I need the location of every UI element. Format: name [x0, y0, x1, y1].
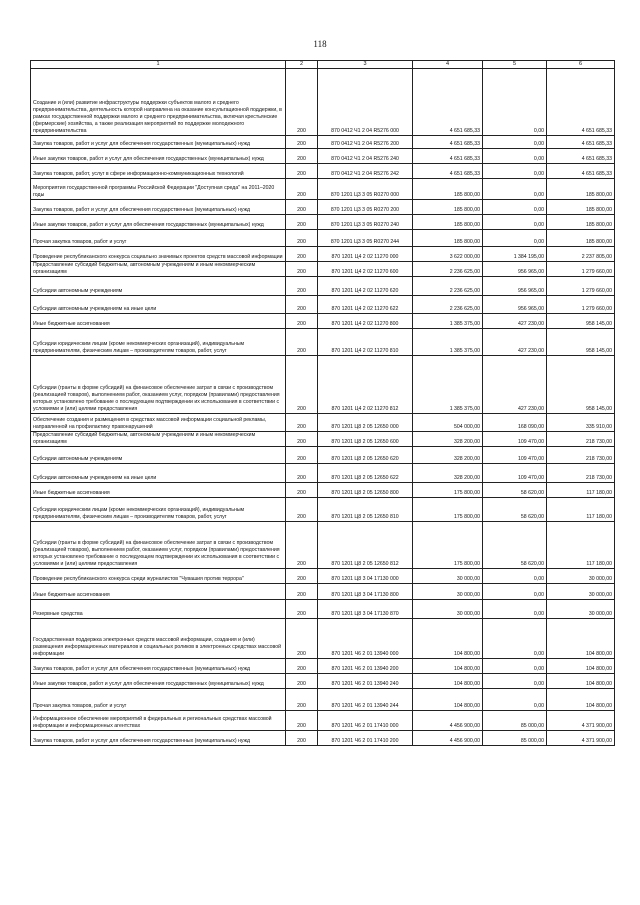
row-value-5: 1 384 195,00 [483, 247, 547, 262]
row-value-4: 30 000,00 [413, 584, 483, 600]
row-value-5: 85 000,00 [483, 731, 547, 746]
row-group: 200 [286, 659, 318, 674]
row-value-6: 4 651 685,33 [547, 149, 615, 164]
row-group: 200 [286, 569, 318, 584]
row-value-6: 104 800,00 [547, 689, 615, 711]
row-value-6: 4 371 900,00 [547, 731, 615, 746]
row-code: 870 1201 Ч6 2 01 17410 200 [318, 731, 413, 746]
row-group: 200 [286, 432, 318, 447]
row-code: 870 1201 Ц8 2 05 12650 810 [318, 498, 413, 522]
row-group: 200 [286, 600, 318, 619]
row-code: 870 1201 Ц8 2 05 12650 800 [318, 483, 413, 498]
table-row [31, 136, 615, 149]
row-value-4: 328 200,00 [413, 432, 483, 447]
row-value-4: 185 800,00 [413, 200, 483, 215]
row-group: 200 [286, 447, 318, 464]
row-code: 870 1201 Ч6 2 01 17410 000 [318, 711, 413, 731]
row-value-6: 218 730,00 [547, 447, 615, 464]
budget-table [30, 60, 615, 746]
row-value-4: 104 800,00 [413, 674, 483, 689]
row-value-5: 0,00 [483, 230, 547, 247]
row-value-5: 0,00 [483, 69, 547, 136]
row-name: Государственная поддержка электронных средств массовой информации, создания и (или) размещения информационных материалов и социальных роликов в электронных средствах массовой информации [31, 619, 286, 659]
row-code: 870 1201 Ц8 2 05 12650 000 [318, 414, 413, 432]
row-value-6: 335 910,00 [547, 414, 615, 432]
row-group: 200 [286, 69, 318, 136]
row-value-5: 956 965,00 [483, 262, 547, 277]
row-value-6: 1 279 660,00 [547, 296, 615, 314]
row-name: Закупка товаров, работ и услуг для обеспечения государственных (муниципальных) нужд [31, 200, 286, 215]
row-group: 200 [286, 711, 318, 731]
table-row [31, 447, 615, 464]
row-code: 870 1201 Ц4 2 02 11270 620 [318, 277, 413, 296]
row-value-6: 185 800,00 [547, 200, 615, 215]
row-code: 870 1201 Ц3 3 05 R0270 240 [318, 215, 413, 230]
row-group: 200 [286, 414, 318, 432]
row-value-5: 0,00 [483, 136, 547, 149]
row-code: 870 1201 Ч6 2 01 13940 244 [318, 689, 413, 711]
header-row [31, 61, 615, 69]
row-value-5: 0,00 [483, 689, 547, 711]
row-name: Субсидии автономным учреждениям [31, 447, 286, 464]
row-value-6: 4 651 685,33 [547, 136, 615, 149]
row-code: 870 1201 Ц4 2 02 11270 810 [318, 329, 413, 356]
row-value-4: 30 000,00 [413, 600, 483, 619]
row-group: 200 [286, 247, 318, 262]
row-value-5: 58 620,00 [483, 498, 547, 522]
row-value-4: 185 800,00 [413, 215, 483, 230]
row-value-5: 58 620,00 [483, 483, 547, 498]
row-value-5: 956 965,00 [483, 296, 547, 314]
row-value-5: 0,00 [483, 619, 547, 659]
table-row [31, 584, 615, 600]
row-value-4: 2 236 625,00 [413, 262, 483, 277]
row-value-6: 958 145,00 [547, 329, 615, 356]
row-value-5: 0,00 [483, 200, 547, 215]
row-value-6: 1 279 660,00 [547, 262, 615, 277]
row-value-6: 4 651 685,33 [547, 164, 615, 179]
table-row [31, 432, 615, 447]
row-code: 870 1201 Ч6 2 01 13940 000 [318, 619, 413, 659]
row-code: 870 1201 Ц8 2 05 12650 812 [318, 522, 413, 569]
row-name: Субсидии автономным учреждениям [31, 277, 286, 296]
row-name: Обеспечение создания и размещения в средствах массовой информации социальной рекламы, направленной на профилактику правонарушений [31, 414, 286, 432]
row-name: Субсидии юридическим лицам (кроме некоммерческих организаций), индивидуальным предпринимателям, физическим лицам – производителям товаров, работ, услуг [31, 498, 286, 522]
table-row [31, 215, 615, 230]
row-group: 200 [286, 136, 318, 149]
row-value-4: 3 622 000,00 [413, 247, 483, 262]
row-name: Закупка товаров, работ, услуг в сфере информационно-коммуникационных технологий [31, 164, 286, 179]
row-name: Проведение республиканского конкурса социально значимых проектов средств массовой информации [31, 247, 286, 262]
table-row [31, 522, 615, 569]
table-row [31, 619, 615, 659]
row-name: Субсидии (гранты в форме субсидий) на финансовое обеспечение затрат в связи с производством (реализацией товаров), выполнением работ, оказанием услуг, порядком (правилами) предоставления которых установлено требование о последующем подтверждении их использования в соответствии с условиями и (или) целями предоставления [31, 356, 286, 414]
row-group: 200 [286, 262, 318, 277]
row-value-5: 956 965,00 [483, 277, 547, 296]
page-number: 118 [313, 39, 327, 49]
row-value-5: 109 470,00 [483, 447, 547, 464]
table-row [31, 498, 615, 522]
table-row [31, 296, 615, 314]
row-value-4: 175 800,00 [413, 522, 483, 569]
row-value-5: 85 000,00 [483, 711, 547, 731]
table-row [31, 464, 615, 483]
row-code: 870 1201 Ц8 3 04 17130 000 [318, 569, 413, 584]
row-value-6: 30 000,00 [547, 600, 615, 619]
row-value-4: 2 236 625,00 [413, 296, 483, 314]
row-name: Иные закупки товаров, работ и услуг для обеспечения государственных (муниципальных) нужд [31, 215, 286, 230]
row-code: 870 1201 Ц4 2 02 11270 600 [318, 262, 413, 277]
row-name: Мероприятия государственной программы Российской Федерации "Доступная среда" на 2011–2020 годы [31, 179, 286, 200]
row-value-6: 185 800,00 [547, 179, 615, 200]
row-value-4: 175 800,00 [413, 498, 483, 522]
header-cell: 3 [318, 61, 413, 69]
table-row [31, 247, 615, 262]
row-code: 870 1201 Ц8 2 05 12650 622 [318, 464, 413, 483]
row-value-4: 104 800,00 [413, 689, 483, 711]
table-row [31, 179, 615, 200]
row-code: 870 1201 Ц3 3 05 R0270 000 [318, 179, 413, 200]
row-name: Иные бюджетные ассигнования [31, 483, 286, 498]
table-row [31, 314, 615, 329]
table-row [31, 149, 615, 164]
row-group: 200 [286, 731, 318, 746]
row-name: Информационное обеспечение мероприятий в федеральных и региональных средствах массовой информации и информационных агентствах [31, 711, 286, 731]
row-group: 200 [286, 522, 318, 569]
row-value-5: 0,00 [483, 569, 547, 584]
row-value-4: 30 000,00 [413, 569, 483, 584]
row-name: Закупка товаров, работ и услуг для обеспечения государственных (муниципальных) нужд [31, 136, 286, 149]
row-value-5: 427 230,00 [483, 329, 547, 356]
row-name: Иные закупки товаров, работ и услуг для обеспечения государственных (муниципальных) нужд [31, 149, 286, 164]
row-name: Иные закупки товаров, работ и услуг для обеспечения государственных (муниципальных) нужд [31, 674, 286, 689]
row-value-4: 328 200,00 [413, 447, 483, 464]
row-value-5: 0,00 [483, 600, 547, 619]
table-row [31, 600, 615, 619]
table-row [31, 262, 615, 277]
row-group: 200 [286, 149, 318, 164]
header-cell: 4 [413, 61, 483, 69]
row-code: 870 1201 Ч6 2 01 13940 240 [318, 674, 413, 689]
table-row [31, 414, 615, 432]
row-code: 870 1201 Ц4 2 02 11270 800 [318, 314, 413, 329]
table-row [31, 230, 615, 247]
row-code: 870 1201 Ц3 3 05 R0270 200 [318, 200, 413, 215]
row-code: 870 1201 Ц4 2 02 11270 812 [318, 356, 413, 414]
row-value-4: 1 385 375,00 [413, 356, 483, 414]
row-value-4: 175 800,00 [413, 483, 483, 498]
row-value-6: 117 180,00 [547, 498, 615, 522]
row-group: 200 [286, 314, 318, 329]
row-value-6: 185 800,00 [547, 230, 615, 247]
row-group: 200 [286, 329, 318, 356]
row-value-4: 4 456 900,00 [413, 711, 483, 731]
row-value-4: 1 385 375,00 [413, 314, 483, 329]
row-value-6: 104 800,00 [547, 619, 615, 659]
row-value-4: 4 651 685,33 [413, 69, 483, 136]
row-value-4: 1 385 375,00 [413, 329, 483, 356]
row-value-5: 109 470,00 [483, 464, 547, 483]
row-code: 870 1201 Ц3 3 05 R0270 244 [318, 230, 413, 247]
row-value-6: 958 145,00 [547, 356, 615, 414]
row-value-5: 109 470,00 [483, 432, 547, 447]
row-value-6: 2 237 805,00 [547, 247, 615, 262]
row-name: Закупка товаров, работ и услуг для обеспечения государственных (муниципальных) нужд [31, 731, 286, 746]
row-value-5: 58 620,00 [483, 522, 547, 569]
table-row [31, 277, 615, 296]
row-name: Резервные средства [31, 600, 286, 619]
table-row [31, 674, 615, 689]
row-code: 870 0412 Ч1 2 04 R5276 200 [318, 136, 413, 149]
row-name: Субсидии автономным учреждениям на иные цели [31, 464, 286, 483]
row-value-4: 504 000,00 [413, 414, 483, 432]
row-code: 870 1201 Ц4 2 02 11270 000 [318, 247, 413, 262]
row-value-5: 427 230,00 [483, 314, 547, 329]
row-value-6: 4 371 900,00 [547, 711, 615, 731]
row-name: Прочая закупка товаров, работ и услуг [31, 689, 286, 711]
row-value-6: 218 730,00 [547, 432, 615, 447]
row-value-4: 104 800,00 [413, 659, 483, 674]
table-row [31, 711, 615, 731]
header-cell: 6 [547, 61, 615, 69]
row-value-6: 30 000,00 [547, 569, 615, 584]
row-code: 870 1201 Ц8 3 04 17130 800 [318, 584, 413, 600]
row-value-4: 2 236 625,00 [413, 277, 483, 296]
row-group: 200 [286, 584, 318, 600]
row-value-4: 185 800,00 [413, 230, 483, 247]
row-code: 870 1201 Ц4 2 02 11270 622 [318, 296, 413, 314]
row-code: 870 0412 Ч1 2 04 R5276 242 [318, 164, 413, 179]
row-value-5: 0,00 [483, 659, 547, 674]
row-value-4: 4 651 685,33 [413, 136, 483, 149]
row-group: 200 [286, 179, 318, 200]
row-value-5: 0,00 [483, 215, 547, 230]
row-value-5: 0,00 [483, 149, 547, 164]
header-cell: 1 [31, 61, 286, 69]
row-code: 870 0412 Ч1 2 04 R5276 000 [318, 69, 413, 136]
header-cell: 2 [286, 61, 318, 69]
table-row [31, 69, 615, 136]
table-row [31, 731, 615, 746]
table-row [31, 200, 615, 215]
row-group: 200 [286, 200, 318, 215]
row-value-6: 1 279 660,00 [547, 277, 615, 296]
row-code: 870 1201 Ц8 3 04 17130 870 [318, 600, 413, 619]
table-row [31, 356, 615, 414]
row-name: Субсидии (гранты в форме субсидий) на финансовое обеспечение затрат в связи с производством (реализацией товаров), выполнением работ, оказанием услуг, порядком (правилами) предоставления которых установлено требование о последующем подтверждении их использования в соответствии с условиями и (или) целями предоставления [31, 522, 286, 569]
table-row [31, 659, 615, 674]
row-name: Иные бюджетные ассигнования [31, 314, 286, 329]
row-code: 870 1201 Ч6 2 01 13940 200 [318, 659, 413, 674]
row-value-6: 104 800,00 [547, 674, 615, 689]
row-value-5: 0,00 [483, 179, 547, 200]
table-row [31, 569, 615, 584]
row-name: Субсидии юридическим лицам (кроме некоммерческих организаций), индивидуальным предпринимателям, физическим лицам – производителям товаров, работ, услуг [31, 329, 286, 356]
row-code: 870 1201 Ц8 2 05 12650 620 [318, 447, 413, 464]
row-value-4: 4 456 900,00 [413, 731, 483, 746]
table-row [31, 689, 615, 711]
row-value-5: 0,00 [483, 164, 547, 179]
row-code: 870 0412 Ч1 2 04 R5276 240 [318, 149, 413, 164]
row-value-6: 117 180,00 [547, 483, 615, 498]
row-name: Предоставление субсидий бюджетным, автономным учреждениям и иным некоммерческим организациям [31, 262, 286, 277]
row-group: 200 [286, 277, 318, 296]
row-name: Создание и (или) развитие инфраструктуры поддержки субъектов малого и среднего предпринимательства, деятельность которой направлена на оказание консультационной поддержки, в рамках государственной поддержки малого и среднего предпринимательства, включая крестьянские (фермерские) хозяйства, а также реализация мероприятий по поддержке молодежного предпринимательства [31, 69, 286, 136]
row-group: 200 [286, 215, 318, 230]
row-value-4: 104 800,00 [413, 619, 483, 659]
row-group: 200 [286, 674, 318, 689]
row-group: 200 [286, 689, 318, 711]
row-name: Предоставление субсидий бюджетным, автономным учреждениям и иным некоммерческим организациям [31, 432, 286, 447]
table-row [31, 483, 615, 498]
row-value-5: 0,00 [483, 674, 547, 689]
row-value-6: 117 180,00 [547, 522, 615, 569]
row-value-6: 958 145,00 [547, 314, 615, 329]
row-group: 200 [286, 230, 318, 247]
row-value-6: 30 000,00 [547, 584, 615, 600]
row-group: 200 [286, 164, 318, 179]
row-value-5: 427 230,00 [483, 356, 547, 414]
row-value-4: 185 800,00 [413, 179, 483, 200]
row-value-5: 0,00 [483, 584, 547, 600]
row-value-4: 4 651 685,33 [413, 149, 483, 164]
row-value-6: 104 800,00 [547, 659, 615, 674]
row-name: Закупка товаров, работ и услуг для обеспечения государственных (муниципальных) нужд [31, 659, 286, 674]
row-name: Субсидии автономным учреждениям на иные цели [31, 296, 286, 314]
row-value-6: 4 651 685,33 [547, 69, 615, 136]
row-name: Прочая закупка товаров, работ и услуг [31, 230, 286, 247]
header-cell: 5 [483, 61, 547, 69]
row-group: 200 [286, 619, 318, 659]
row-name: Проведение республиканского конкурса среди журналистов "Чувашия против террора" [31, 569, 286, 584]
row-group: 200 [286, 483, 318, 498]
row-value-6: 218 730,00 [547, 464, 615, 483]
row-value-4: 328 200,00 [413, 464, 483, 483]
row-name: Иные бюджетные ассигнования [31, 584, 286, 600]
row-group: 200 [286, 464, 318, 483]
row-code: 870 1201 Ц8 2 05 12650 600 [318, 432, 413, 447]
table-row [31, 329, 615, 356]
row-value-5: 168 090,00 [483, 414, 547, 432]
table-row [31, 164, 615, 179]
row-group: 200 [286, 296, 318, 314]
row-group: 200 [286, 356, 318, 414]
row-group: 200 [286, 498, 318, 522]
row-value-6: 185 800,00 [547, 215, 615, 230]
row-value-4: 4 651 685,33 [413, 164, 483, 179]
